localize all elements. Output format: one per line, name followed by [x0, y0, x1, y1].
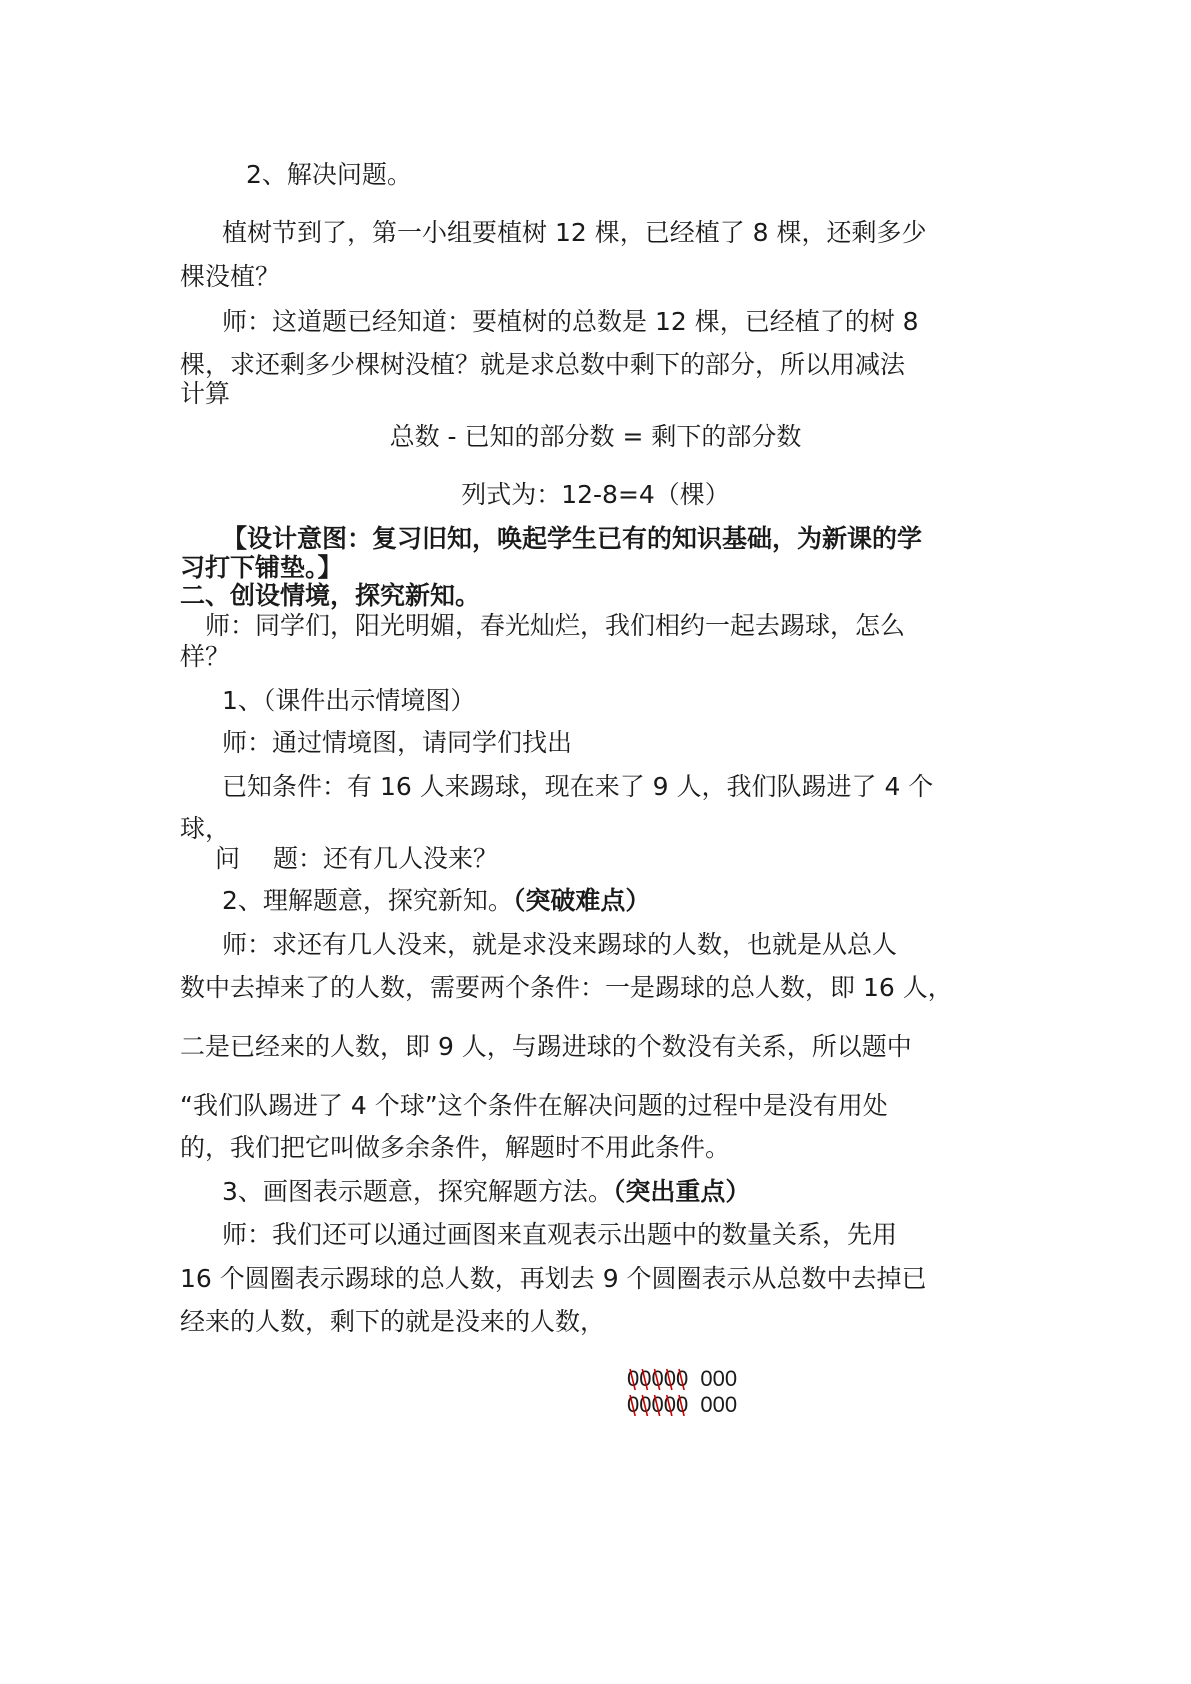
- paragraph-line: 球，: [180, 814, 231, 843]
- paragraph-line: 师：求还有几人没来，就是求没来踢球的人数，也就是从总人: [222, 930, 898, 959]
- paragraph-line: 16 个圆圈表示踢球的总人数，再划去 9 个圆圈表示从总数中去掉已: [180, 1264, 927, 1293]
- step-heading: 1、（课件出示情境图）: [222, 686, 476, 715]
- equation: 列式为：12-8=4（棵）: [461, 480, 730, 509]
- paragraph-line: 师：这道题已经知道：要植树的总数是 12 棵，已经植了的树 8: [222, 307, 919, 336]
- paragraph-line: 的，我们把它叫做多余条件，解题时不用此条件。: [180, 1133, 731, 1162]
- paragraph-line: 棵，求还剩多少棵树没植？就是求总数中剩下的部分，所以用减法: [180, 350, 906, 379]
- circles-row-1: [627, 1366, 737, 1392]
- crossed-circles: 00000: [627, 1366, 689, 1391]
- design-intent: 习打下铺垫。】: [180, 553, 343, 582]
- paragraph-line: 已知条件：有 16 人来踢球，现在来了 9 人，我们队踢进了 4 个: [222, 772, 934, 801]
- circles-row-2: [627, 1392, 737, 1418]
- step-title: 2、理解题意，探究新知。: [222, 886, 513, 915]
- paragraph-line: 师：通过情境图，请同学们找出: [222, 728, 573, 757]
- step-note: （突出重点）: [612, 1177, 751, 1206]
- formula: 总数 - 已知的部分数 = 剩下的部分数: [389, 422, 802, 451]
- design-intent: 【设计意图：复习旧知，唤起学生已有的知识基础，为新课的学: [222, 524, 923, 553]
- strike-marks-icon: [627, 1392, 688, 1418]
- remaining-circles: 000: [700, 1366, 738, 1391]
- step-note: （突破难点）: [512, 886, 651, 915]
- paragraph-line: 数中去掉来了的人数，需要两个条件：一是踢球的总人数，即 16 人，: [180, 973, 953, 1002]
- paragraph-line: 计算: [180, 379, 231, 408]
- paragraph-line: 棵没植？: [180, 262, 281, 291]
- paragraph-line: 样？: [180, 642, 231, 671]
- step-title: 3、画图表示题意，探究解题方法。: [222, 1177, 613, 1206]
- paragraph-line: 师：我们还可以通过画图来直观表示出题中的数量关系，先用: [222, 1220, 898, 1249]
- remaining-circles: 000: [700, 1392, 738, 1417]
- paragraph-line: 二是已经来的人数，即 9 人，与踢进球的个数没有关系，所以题中: [180, 1032, 912, 1061]
- paragraph-line: 问 题：还有几人没来？: [215, 844, 498, 873]
- step-heading: [222, 884, 650, 918]
- paragraph-line: 植树节到了，第一小组要植树 12 棵，已经植了 8 棵，还剩多少: [222, 218, 927, 247]
- paragraph-line: 经来的人数，剩下的就是没来的人数，: [180, 1307, 606, 1336]
- heading-solve-problem: 2、解决问题。: [246, 160, 412, 189]
- section-heading: 二、创设情境，探究新知。: [180, 581, 481, 610]
- step-heading: [222, 1175, 750, 1209]
- paragraph-line: 师：同学们，阳光明媚，春光灿烂，我们相约一起去踢球，怎么: [205, 611, 906, 640]
- strike-marks-icon: [627, 1366, 688, 1392]
- crossed-circles: 00000: [627, 1392, 689, 1417]
- paragraph-line: “我们队踢进了 4 个球”这个条件在解决问题的过程中是没有用处: [180, 1091, 888, 1120]
